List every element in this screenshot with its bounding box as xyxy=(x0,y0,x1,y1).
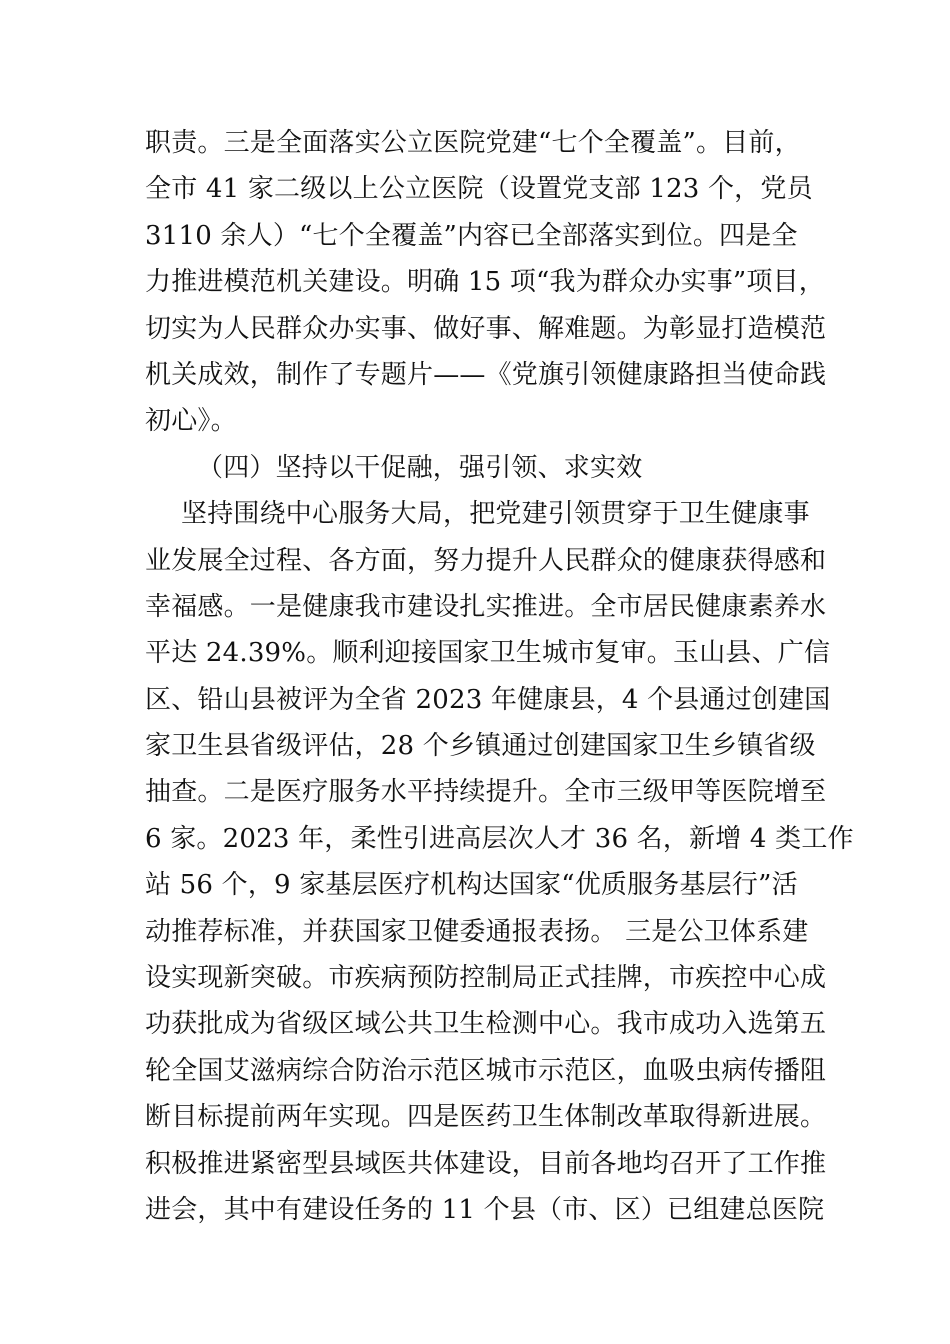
text-line: 积极推进紧密型县域医共体建设，目前各地均召开了工作推 xyxy=(145,1148,827,1179)
text-line: 进会，其中有建设任务的 11 个县（市、区）已组建总医院 xyxy=(145,1194,825,1225)
text-line: 全市 41 家二级以上公立医院（设置党支部 123 个，党员 xyxy=(145,174,813,205)
text-line: 家卫生县省级评估，28 个乡镇通过创建国家卫生乡镇省级 xyxy=(145,731,816,762)
text-line: 抽查。二是医疗服务水平持续提升。全市三级甲等医院增至 xyxy=(145,777,827,808)
text-line: 轮全国艾滋病综合防治示范区城市示范区，血吸虫病传播阻 xyxy=(145,1055,827,1086)
text-line: 6 家。2023 年，柔性引进高层次人才 36 名，新增 4 类工作 xyxy=(145,823,854,854)
text-line: 切实为人民群众办实事、做好事、解难题。为彰显打造模范 xyxy=(145,313,827,344)
text-line: 职责。三是全面落实公立医院党建“七个全覆盖”。目前， xyxy=(145,128,801,158)
text-line: 3110 余人）“七个全覆盖”内容已全部落实到位。四是全 xyxy=(145,220,798,251)
paragraph-first-line: 坚持围绕中心服务大局，把党建引领贯穿于卫生健康事 xyxy=(181,499,810,530)
text-line: 动推荐标准，并获国家卫健委通报表扬。 三是公卫体系建 xyxy=(145,916,809,947)
text-line: 区、铅山县被评为全省 2023 年健康县，4 个县通过创建国 xyxy=(145,684,831,715)
text-line: 机关成效，制作了专题片——《党旗引领健康路担当使命践 xyxy=(145,359,827,390)
text-line: 设实现新突破。市疾病预防控制局正式挂牌，市疾控中心成 xyxy=(145,963,827,994)
text-line: 力推进模范机关建设。明确 15 项“我为群众办实事”项目， xyxy=(145,267,825,298)
section-heading: （四）坚持以干促融，强引领、求实效 xyxy=(197,452,643,483)
body-text xyxy=(145,120,854,1233)
text-line: 功获批成为省级区域公共卫生检测中心。我市成功入选第五 xyxy=(145,1009,827,1040)
text-line: 断目标提前两年实现。四是医药卫生体制改革取得新进展。 xyxy=(145,1102,827,1133)
text-line: 平达 24.39%。顺利迎接国家卫生城市复审。玉山县、广信 xyxy=(145,638,831,669)
text-line: 业发展全过程、各方面，努力提升人民群众的健康获得感和 xyxy=(145,545,827,576)
text-line: 站 56 个，9 家基层医疗机构达国家“优质服务基层行”活 xyxy=(145,870,798,901)
text-line: 初心》。 xyxy=(145,406,237,437)
text-line: 幸福感。一是健康我市建设扎实推进。全市居民健康素养水 xyxy=(145,591,827,622)
